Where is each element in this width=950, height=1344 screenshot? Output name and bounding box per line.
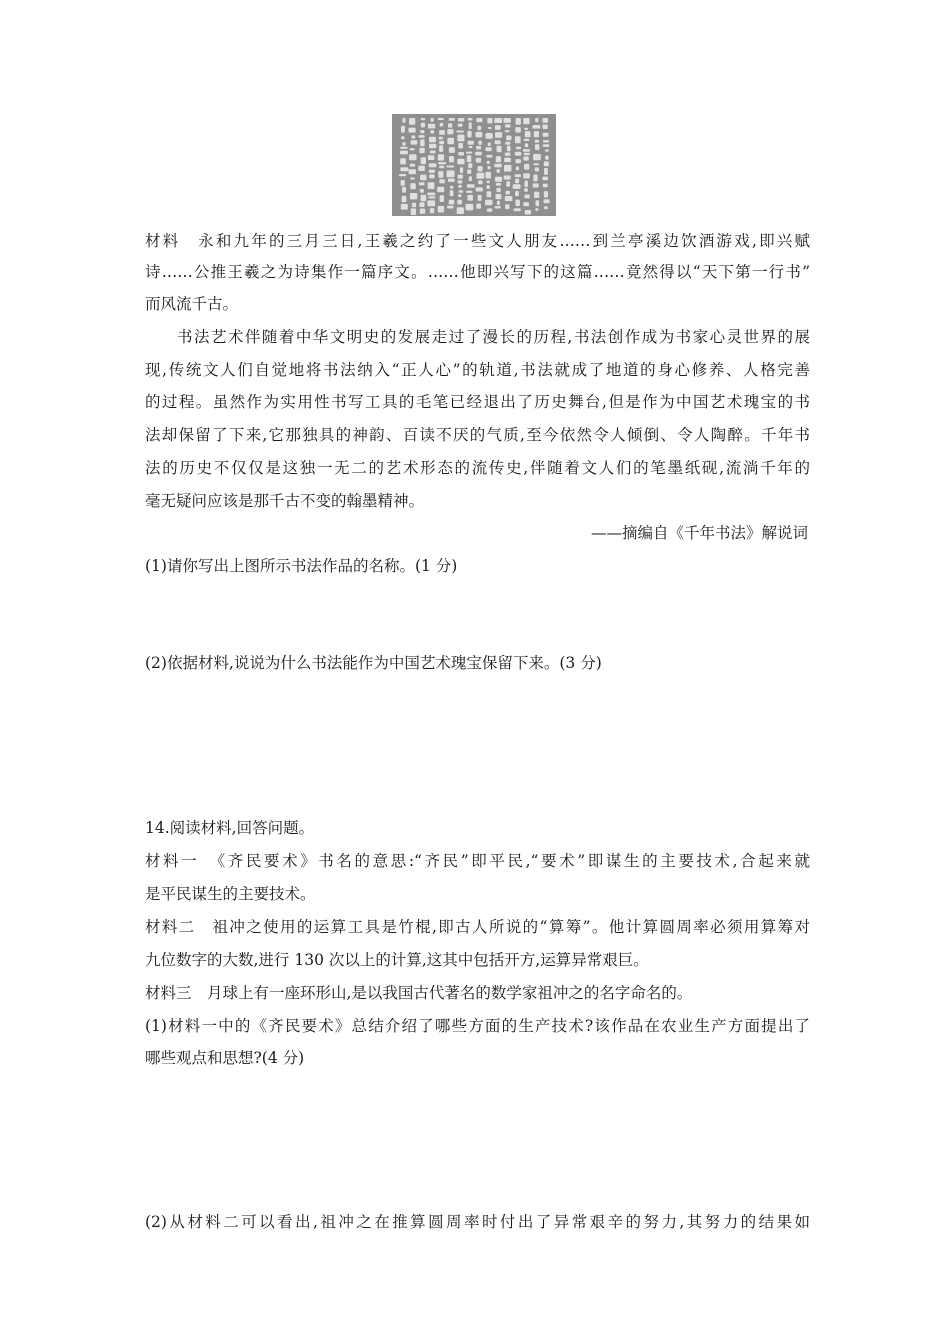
calligraphy-stroke [515, 127, 521, 133]
material-3-line: 材料三 月球上有一座环形山,是以我国古代著名的数学家祖冲之的名字命名的。 [145, 984, 693, 1002]
calligraphy-stroke [450, 190, 454, 196]
calligraphy-stroke [466, 191, 473, 193]
calligraphy-stroke [523, 118, 529, 124]
calligraphy-stroke [411, 140, 418, 145]
calligraphy-stroke [400, 151, 408, 155]
calligraphy-stroke [524, 139, 530, 141]
calligraphy-stroke [427, 193, 435, 196]
calligraphy-stroke [431, 118, 434, 122]
calligraphy-stroke [420, 139, 424, 146]
question-14-heading: 14.阅读材料,回答问题。 [145, 819, 315, 837]
calligraphy-stroke [544, 168, 548, 175]
calligraphy-stroke [525, 143, 528, 147]
calligraphy-stroke [505, 130, 510, 132]
calligraphy-stroke [486, 147, 492, 151]
calligraphy-stroke [486, 155, 492, 158]
calligraphy-stroke [524, 188, 528, 192]
calligraphy-stroke [487, 166, 490, 169]
calligraphy-stroke [485, 172, 491, 179]
calligraphy-stroke [409, 154, 416, 160]
calligraphy-stroke [399, 174, 406, 176]
calligraphy-stroke [457, 207, 464, 214]
calligraphy-stroke [402, 187, 406, 193]
calligraphy-stroke [429, 137, 436, 143]
calligraphy-stroke [544, 191, 548, 197]
calligraphy-stroke [495, 125, 501, 130]
source-citation: ——摘编自《千年书法》解说词 [590, 524, 808, 542]
calligraphy-stroke [504, 158, 511, 163]
calligraphy-stroke [515, 152, 521, 156]
calligraphy-stroke [402, 142, 405, 146]
calligraphy-stroke [449, 156, 454, 162]
calligraphy-stroke [505, 124, 510, 127]
calligraphy-stroke [421, 123, 425, 128]
calligraphy-stroke [544, 206, 548, 209]
calligraphy-stroke [468, 163, 472, 168]
calligraphy-stroke [466, 204, 474, 211]
calligraphy-stroke [447, 206, 454, 209]
calligraphy-stroke [438, 118, 444, 120]
calligraphy-stroke [458, 124, 463, 127]
calligraphy-stroke [545, 156, 549, 160]
calligraphy-stroke [400, 147, 407, 149]
calligraphy-stroke [525, 131, 531, 137]
calligraphy-stroke [438, 154, 444, 160]
calligraphy-stroke [418, 166, 425, 171]
calligraphy-stroke [420, 209, 425, 214]
calligraphy-stroke [449, 118, 455, 121]
calligraphy-stroke [516, 147, 521, 149]
calligraphy-stroke [410, 148, 415, 150]
calligraphy-stroke [449, 147, 455, 153]
calligraphy-stroke [514, 208, 521, 211]
calligraphy-stroke [421, 195, 427, 202]
calligraphy-stroke [440, 123, 444, 127]
calligraphy-stroke [438, 171, 443, 178]
calligraphy-stroke [412, 203, 416, 208]
calligraphy-stroke [410, 183, 415, 189]
calligraphy-stroke [496, 194, 502, 199]
calligraphy-stroke [523, 149, 530, 152]
calligraphy-stroke [437, 187, 444, 193]
calligraphy-stroke [487, 118, 492, 123]
calligraphy-stroke [401, 126, 405, 133]
calligraphy-stroke [533, 175, 537, 182]
calligraphy-stroke [401, 136, 404, 139]
material-2-line: 九位数字的大数,进行 130 次以上的计算,这其中包括开方,运算异常艰巨。 [145, 951, 649, 969]
paragraph-line: 现,传统文人们自觉地将书法纳入“正人心”的轨道,书法就成了地道的身心修养、人格完善 [145, 361, 810, 379]
calligraphy-rubbing-graphic [392, 114, 556, 216]
calligraphy-stroke [497, 201, 500, 205]
calligraphy-stroke [458, 143, 463, 149]
calligraphy-stroke [458, 194, 461, 197]
calligraphy-stroke [458, 152, 464, 156]
calligraphy-stroke [495, 177, 502, 182]
calligraphy-stroke [497, 169, 500, 173]
calligraphy-stroke [487, 208, 492, 211]
calligraphy-stroke [427, 200, 435, 206]
calligraphy-stroke [494, 164, 501, 168]
calligraphy-stroke [506, 136, 511, 141]
calligraphy-stroke [450, 186, 454, 189]
calligraphy-stroke [487, 181, 490, 184]
calligraphy-stroke [535, 140, 539, 143]
calligraphy-stroke [476, 173, 484, 179]
calligraphy-stroke [543, 125, 548, 130]
calligraphy-stroke [429, 174, 434, 178]
calligraphy-stroke [504, 176, 511, 180]
calligraphy-stroke [505, 196, 513, 201]
calligraphy-stroke [515, 136, 521, 143]
calligraphy-stroke [495, 132, 502, 138]
calligraphy-stroke [419, 135, 425, 138]
calligraphy-stroke [534, 131, 539, 137]
calligraphy-stroke [439, 137, 444, 140]
calligraphy-stroke [428, 124, 435, 129]
calligraphy-stroke [439, 166, 444, 169]
calligraphy-stroke [515, 174, 521, 177]
paragraph-line: 毫无疑问应该是那千古不变的翰墨精神。 [145, 492, 425, 510]
calligraphy-stroke [429, 163, 437, 167]
calligraphy-stroke [430, 208, 434, 213]
calligraphy-stroke [467, 155, 472, 162]
calligraphy-stroke [495, 140, 501, 144]
calligraphy-stroke [476, 187, 483, 191]
calligraphy-stroke [543, 140, 549, 142]
calligraphy-stroke [439, 145, 443, 152]
question-13-1: (1)请你写出上图所示书法作品的名称。(1 分) [145, 557, 458, 575]
calligraphy-stroke [457, 135, 464, 142]
calligraphy-stroke [516, 159, 522, 163]
calligraphy-stroke [476, 118, 482, 122]
question-14-1-line: (1)材料一中的《齐民要术》总结介绍了哪些方面的生产技术?该作品在农业生产方面提出了 [145, 1017, 810, 1035]
calligraphy-stroke [440, 195, 444, 202]
calligraphy-stroke [524, 128, 528, 130]
calligraphy-stroke [421, 157, 426, 164]
calligraphy-stroke [400, 158, 406, 164]
calligraphy-stroke [524, 153, 530, 155]
calligraphy-stroke [400, 167, 408, 171]
calligraphy-stroke [495, 206, 501, 209]
calligraphy-stroke [475, 152, 482, 156]
calligraphy-stroke [430, 130, 434, 134]
question-14-2-line: (2)从材料二可以看出,祖冲之在推算圆周率时付出了异常艰辛的努力,其努力的结果如 [145, 1213, 810, 1231]
material-2-line: 材料二 祖冲之使用的运算工具是竹棍,即古人所说的“算筹”。他计算圆周率必须用算筹对 [145, 918, 810, 936]
calligraphy-stroke [409, 169, 416, 174]
calligraphy-stroke [447, 129, 453, 134]
calligraphy-stroke [469, 122, 472, 129]
calligraphy-stroke [497, 188, 501, 193]
calligraphy-stroke [476, 146, 481, 149]
calligraphy-stroke [459, 190, 464, 193]
calligraphy-stroke [429, 170, 435, 173]
calligraphy-stroke [525, 181, 528, 187]
calligraphy-stroke [419, 182, 425, 185]
calligraphy-stroke [469, 146, 473, 148]
calligraphy-stroke [535, 208, 538, 211]
calligraphy-stroke [438, 162, 446, 164]
calligraphy-stroke [468, 141, 474, 145]
calligraphy-stroke [536, 200, 540, 206]
calligraphy-stroke [458, 118, 464, 122]
material-1-line: 是平民谋生的主要技术。 [145, 885, 316, 903]
calligraphy-stroke [447, 138, 454, 144]
calligraphy-stroke [449, 200, 454, 205]
material-line: 而风流千古。 [145, 295, 239, 313]
calligraphy-stroke [544, 161, 549, 166]
calligraphy-stroke [524, 164, 529, 170]
calligraphy-stroke [403, 118, 406, 123]
calligraphy-stroke [486, 185, 490, 189]
calligraphy-stroke [543, 118, 549, 123]
calligraphy-stroke [505, 153, 511, 156]
calligraphy-stroke [410, 193, 417, 199]
calligraphy-stroke [467, 195, 473, 201]
calligraphy-stroke [420, 189, 424, 193]
calligraphy-stroke [448, 179, 455, 182]
calligraphy-stroke [439, 130, 445, 135]
calligraphy-stroke [458, 180, 463, 183]
calligraphy-stroke [401, 204, 408, 210]
calligraphy-stroke [535, 118, 538, 122]
calligraphy-stroke [476, 158, 481, 163]
calligraphy-stroke [429, 144, 436, 149]
calligraphy-stroke [428, 182, 435, 189]
calligraphy-stroke [486, 133, 493, 139]
calligraphy-stroke [533, 163, 539, 165]
calligraphy-stroke [410, 164, 415, 167]
calligraphy-stroke [515, 200, 520, 207]
calligraphy-stroke [478, 195, 482, 201]
calligraphy-stroke [478, 180, 483, 184]
calligraphy-stroke [466, 152, 472, 154]
calligraphy-stroke [542, 177, 548, 181]
calligraphy-stroke [428, 155, 435, 160]
calligraphy-stroke [504, 165, 511, 172]
calligraphy-stroke [534, 192, 539, 198]
calligraphy-stroke [533, 125, 541, 129]
calligraphy-stroke [420, 202, 425, 207]
paragraph-line: 法却保留了下来,它那独具的神韵、百读不厌的气质,至今依然令人倾倒、令人陶醉。千年书 [145, 426, 810, 444]
calligraphy-stroke [525, 195, 530, 199]
calligraphy-stroke [420, 175, 426, 181]
calligraphy-stroke [525, 210, 531, 215]
calligraphy-stroke [515, 179, 519, 184]
calligraphy-stroke [535, 167, 539, 171]
calligraphy-stroke [505, 142, 510, 145]
calligraphy-stroke [409, 128, 416, 133]
calligraphy-stroke [523, 173, 530, 178]
calligraphy-stroke [497, 146, 502, 153]
calligraphy-stroke [506, 181, 510, 187]
calligraphy-stroke [496, 156, 501, 162]
calligraphy-stroke [543, 133, 549, 137]
calligraphy-stroke [420, 130, 424, 133]
calligraphy-stroke [467, 131, 471, 138]
calligraphy-stroke [485, 200, 493, 205]
calligraphy-stroke [513, 184, 521, 189]
material-line: 材料 永和九年的三月三日,王羲之约了一些文人朋友……到兰亭溪边饮酒游戏,即兴赋 [145, 232, 810, 250]
calligraphy-stroke [410, 177, 415, 179]
calligraphy-stroke [476, 204, 481, 209]
material-1-line: 材料一 《齐民要术》书名的意思:“齐民”即平民,“要术”即谋生的主要技术,合起来就 [145, 852, 810, 870]
calligraphy-stroke [458, 175, 463, 179]
calligraphy-stroke [496, 183, 501, 186]
calligraphy-stroke [401, 180, 405, 186]
paragraph-line: 的过程。虽然作为实用性书写工具的毛笔已经退出了历史舞台,但是作为中国艺术瑰宝的书 [145, 393, 810, 411]
calligraphy-stroke [468, 118, 473, 121]
calligraphy-stroke [446, 166, 454, 168]
calligraphy-stroke [457, 159, 464, 165]
calligraphy-stroke [516, 167, 519, 171]
calligraphy-stroke [412, 135, 416, 138]
calligraphy-stroke [523, 157, 528, 161]
question-14-1-line: 哪些观点和思想?(4 分) [145, 1049, 305, 1067]
calligraphy-stroke [476, 132, 483, 138]
calligraphy-stroke [523, 202, 529, 206]
calligraphy-stroke [439, 179, 445, 183]
calligraphy-stroke [487, 161, 490, 164]
calligraphy-stroke [430, 151, 436, 154]
calligraphy-stroke [535, 144, 539, 150]
calligraphy-stroke [533, 154, 541, 160]
calligraphy-stroke [448, 123, 452, 127]
question-13-2: (2)依据材料,说说为什么书法能作为中国艺术瑰宝保留下来。(3 分) [145, 654, 602, 672]
calligraphy-stroke [543, 184, 548, 188]
calligraphy-stroke [516, 118, 521, 125]
calligraphy-stroke [438, 206, 444, 213]
calligraphy-stroke [488, 143, 491, 147]
calligraphy-stroke [544, 199, 550, 203]
calligraphy-stroke [478, 126, 482, 131]
calligraphy-stroke [467, 170, 471, 174]
calligraphy-stroke [487, 191, 492, 197]
calligraphy-stroke [505, 204, 509, 209]
calligraphy-stroke [439, 141, 444, 144]
calligraphy-stroke [494, 118, 502, 123]
calligraphy-stroke [543, 144, 549, 147]
calligraphy-stroke [503, 118, 511, 123]
calligraphy-stroke [478, 166, 483, 172]
calligraphy-stroke [411, 208, 416, 215]
calligraphy-stroke [429, 196, 436, 198]
calligraphy-stroke [469, 176, 472, 181]
calligraphy-stroke [421, 118, 425, 120]
calligraphy-stroke [458, 185, 462, 188]
calligraphy-stroke [545, 149, 549, 151]
calligraphy-stroke [409, 118, 415, 125]
calligraphy-stroke [507, 146, 511, 152]
calligraphy-stroke [506, 191, 510, 195]
calligraphy-stroke [533, 183, 539, 187]
paragraph-line: 书法艺术伴随着中华文明史的发展走过了漫长的历程,书法创作成为书家心灵世界的展 [177, 328, 810, 346]
material-line: 诗……公推王羲之为诗集作一篇序文。……他即兴写下的这篇……竟然得以“天下第一行书” [145, 263, 810, 281]
calligraphy-stroke [478, 141, 482, 145]
calligraphy-stroke [447, 170, 455, 177]
calligraphy-stroke [419, 148, 424, 154]
calligraphy-image [392, 114, 556, 216]
calligraphy-stroke [515, 191, 519, 196]
paragraph-line: 法的历史不仅仅是这独一无二的艺术形态的流传史,伴随着文人们的笔墨纸砚,流淌千年的 [145, 459, 810, 477]
calligraphy-stroke [467, 184, 475, 188]
calligraphy-stroke [456, 131, 464, 133]
calligraphy-stroke [457, 200, 462, 205]
calligraphy-stroke [402, 196, 407, 202]
calligraphy-stroke [488, 127, 492, 129]
calligraphy-stroke [460, 167, 463, 173]
